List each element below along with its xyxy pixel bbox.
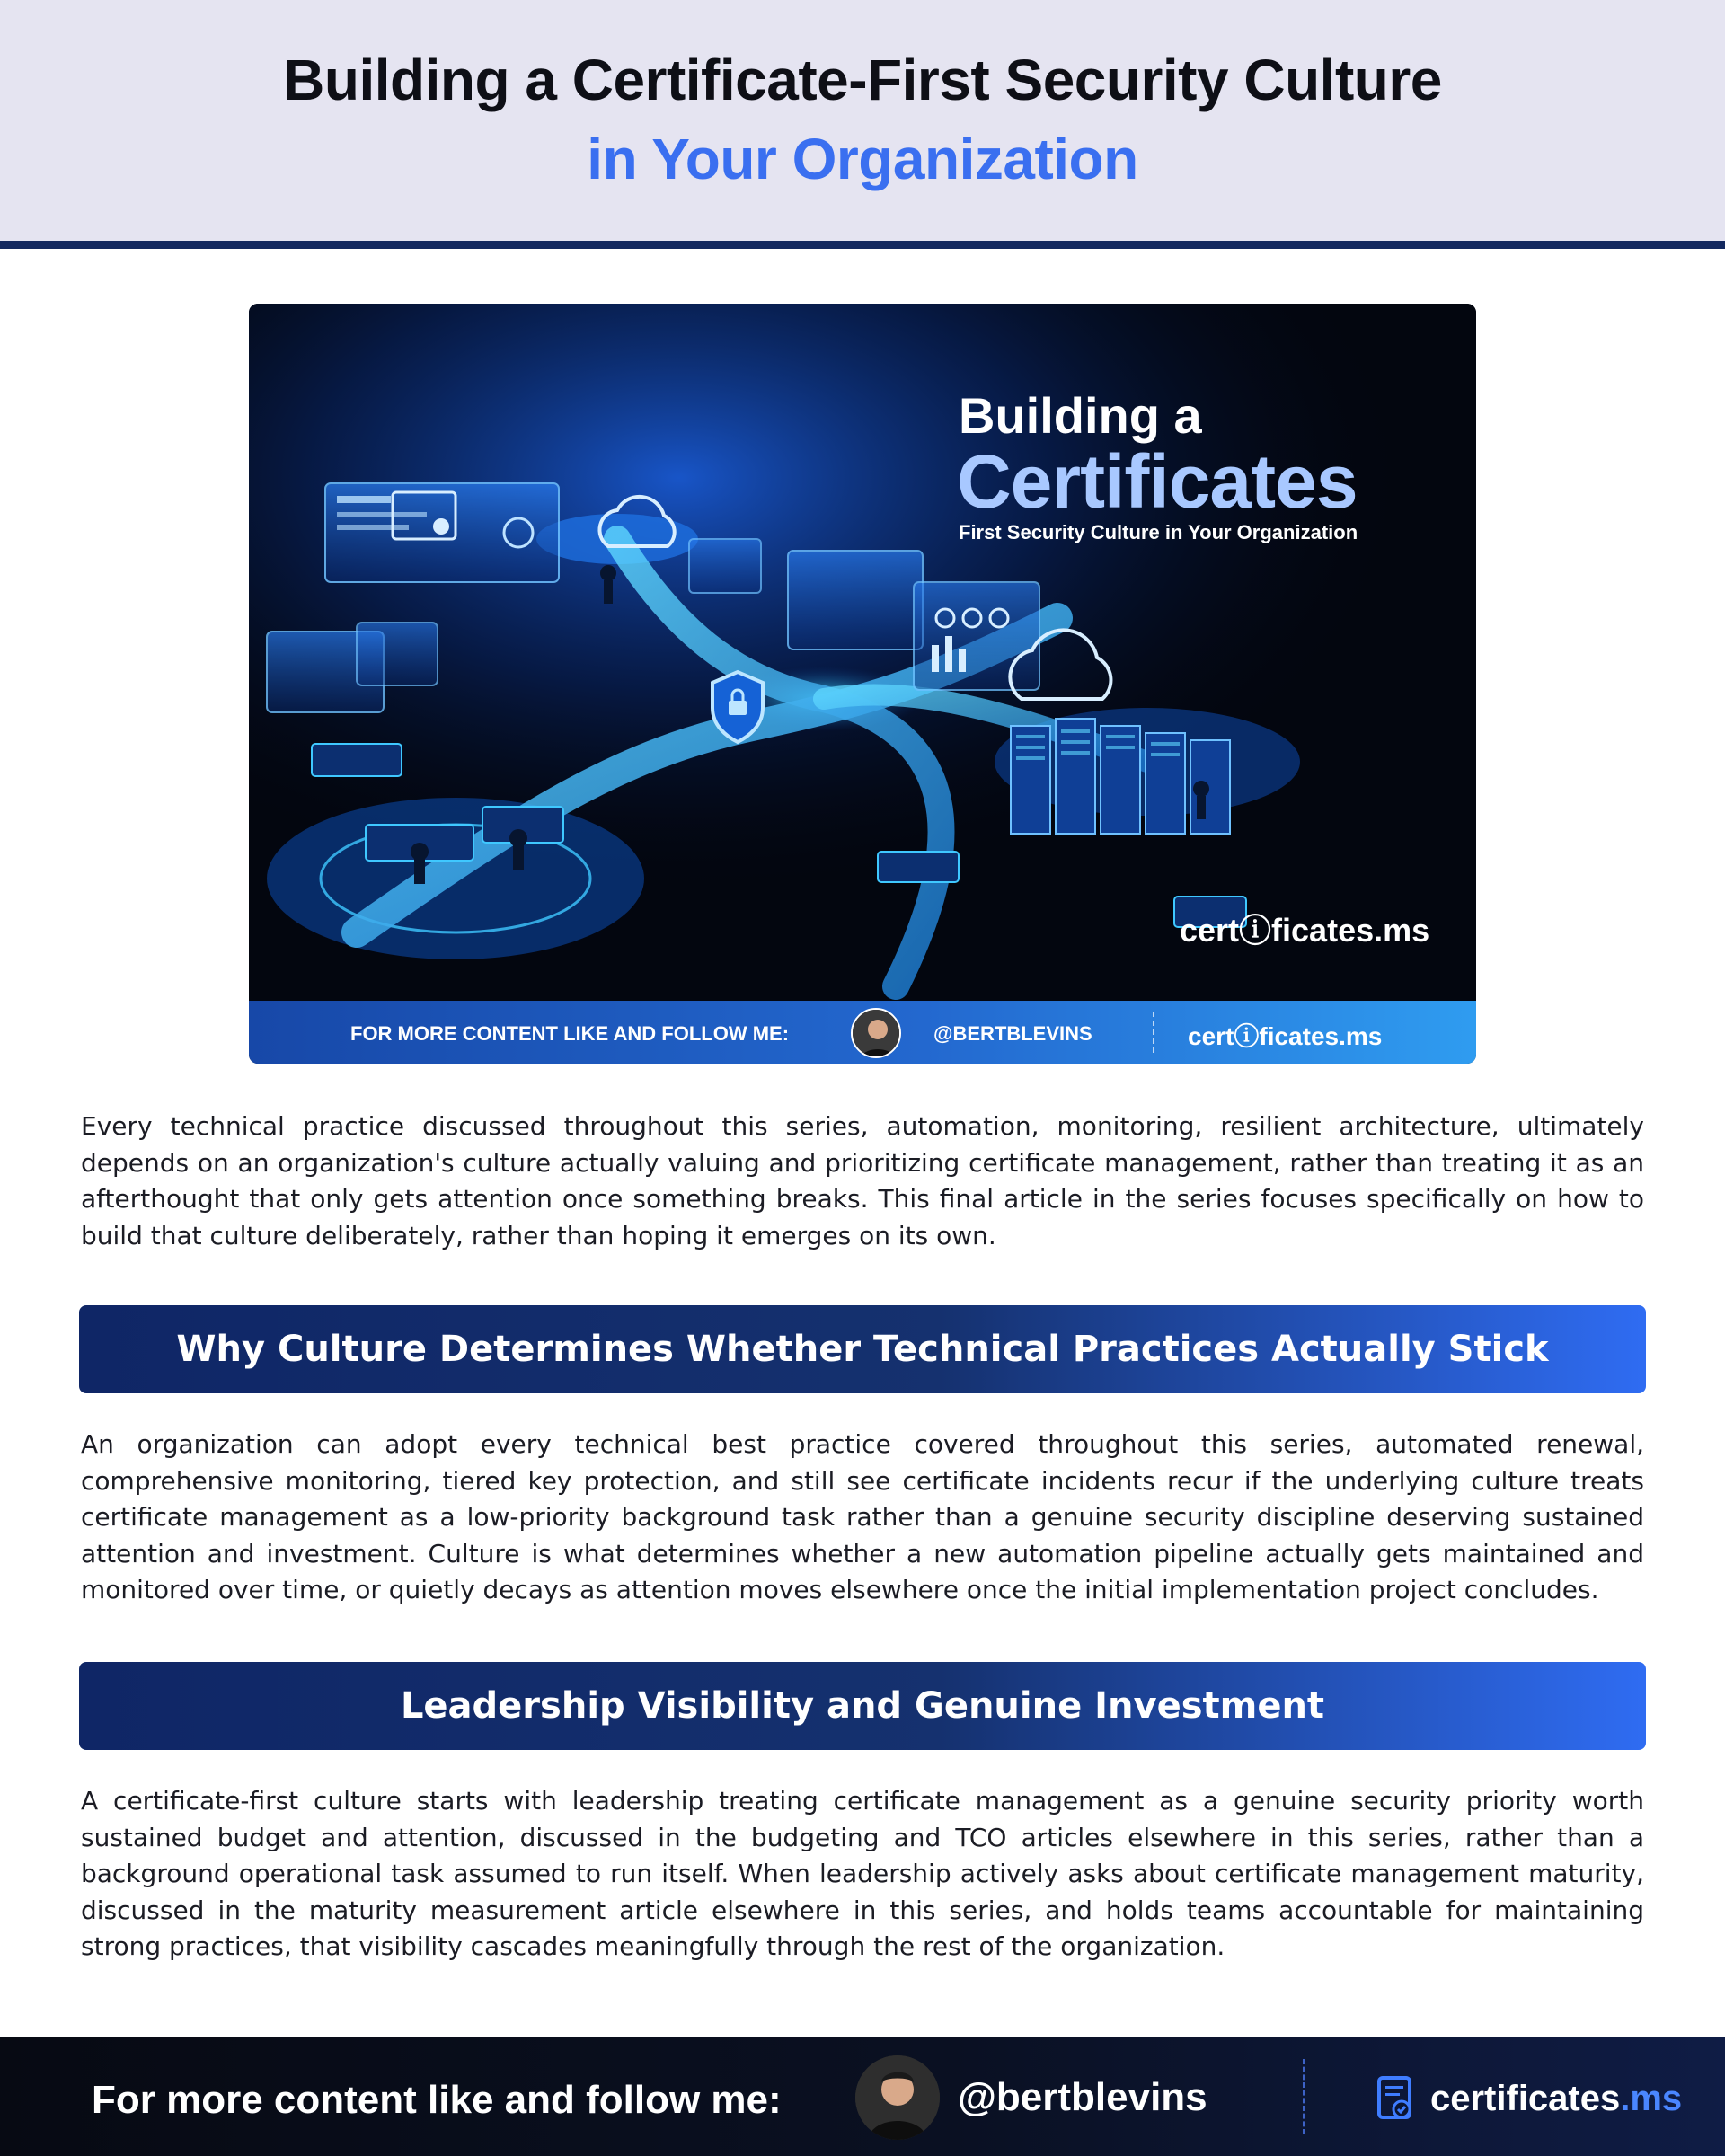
footer-handle[interactable]: @bertblevins [958, 2075, 1208, 2119]
hero-banner [249, 304, 1476, 1064]
footer-site-link[interactable] [1430, 2079, 1682, 2119]
section-heading-culture [79, 1305, 1646, 1393]
hero-strip-site-link[interactable]: certⓘficates.ms [1188, 1022, 1383, 1050]
avatar [851, 1008, 901, 1058]
leadership-paragraph: A certificate-first culture starts with leadership treating certificate management as a genuine security priority worth sustained budget and attention, discussed in the budgeting and TCO articles elsewhere in this series, rather than a background operational task assumed to run itself. When leadership actively asks about certificate management maturity, discussed in the maturity measurement article elsewhere in this series, and holds teams accountable for maintaining strong practices, that visibility cascades meaningfully through the rest of the organization. [81, 1786, 1644, 1961]
intro-paragraph: Every technical practice discussed throughout this series, automation, monitoring, resilient architecture, ultimately depends on an organization's culture actually valuing and prioritizing certificate management, rather than treating it as an afterthought that only gets attention once something breaks. This final article in the series focuses specifically on how to build that culture deliberately, rather than hoping it emerges on its own. [81, 1111, 1644, 1250]
section-heading-leadership-text: Leadership Visibility and Genuine Investment [400, 1685, 1325, 1727]
person-avatar-icon [853, 1010, 901, 1058]
hero-title-line1: Building a [959, 387, 1202, 444]
certificate-logo-icon [1376, 2075, 1416, 2125]
footer-cta: For more content like and follow me: [92, 2078, 782, 2122]
hero-strip-handle[interactable]: @BERTBLEVINS [933, 1022, 1092, 1045]
footer-site-tld: .ms [1620, 2079, 1683, 2118]
hero-illustration [249, 304, 1476, 1001]
hero-strip-cta: FOR MORE CONTENT LIKE AND FOLLOW ME: [350, 1022, 790, 1045]
hero-logo: certⓘficates.ms [1180, 912, 1430, 949]
hero-strip-divider [1153, 1012, 1154, 1053]
hero-title-line2: Certificates [957, 439, 1358, 524]
header-divider [0, 241, 1725, 249]
hero-follow-strip [249, 1001, 1476, 1064]
person-avatar-icon [855, 2055, 940, 2140]
page-title-line2: in Your Organization [587, 127, 1138, 191]
footer-divider [1303, 2059, 1305, 2134]
section-heading-culture-text: Why Culture Determines Whether Technical Practices Actually Stick [176, 1329, 1549, 1370]
page-title-line1: Building a Certificate-First Security Culture [283, 48, 1442, 112]
footer-site-name: certificates [1430, 2079, 1621, 2118]
page-header [0, 0, 1725, 241]
page-footer [0, 2037, 1725, 2156]
culture-paragraph: An organization can adopt every technical best practice covered throughout this series, automated renewal, comprehensive monitoring, tiered key protection, and still see certificate incidents recur if the underlying culture treats certificate management as a low-priority background task rather than a genuine security discipline deserving sustained attention and investment. Culture is what determines whether a new automation pipeline actually gets maintained and monitored over time, or quietly decays as attention moves elsewhere once the initial implementation project concludes. [81, 1429, 1644, 1604]
section-heading-leadership [79, 1662, 1646, 1750]
footer-avatar [855, 2055, 940, 2140]
hero-subtitle: First Security Culture in Your Organization [959, 521, 1358, 543]
